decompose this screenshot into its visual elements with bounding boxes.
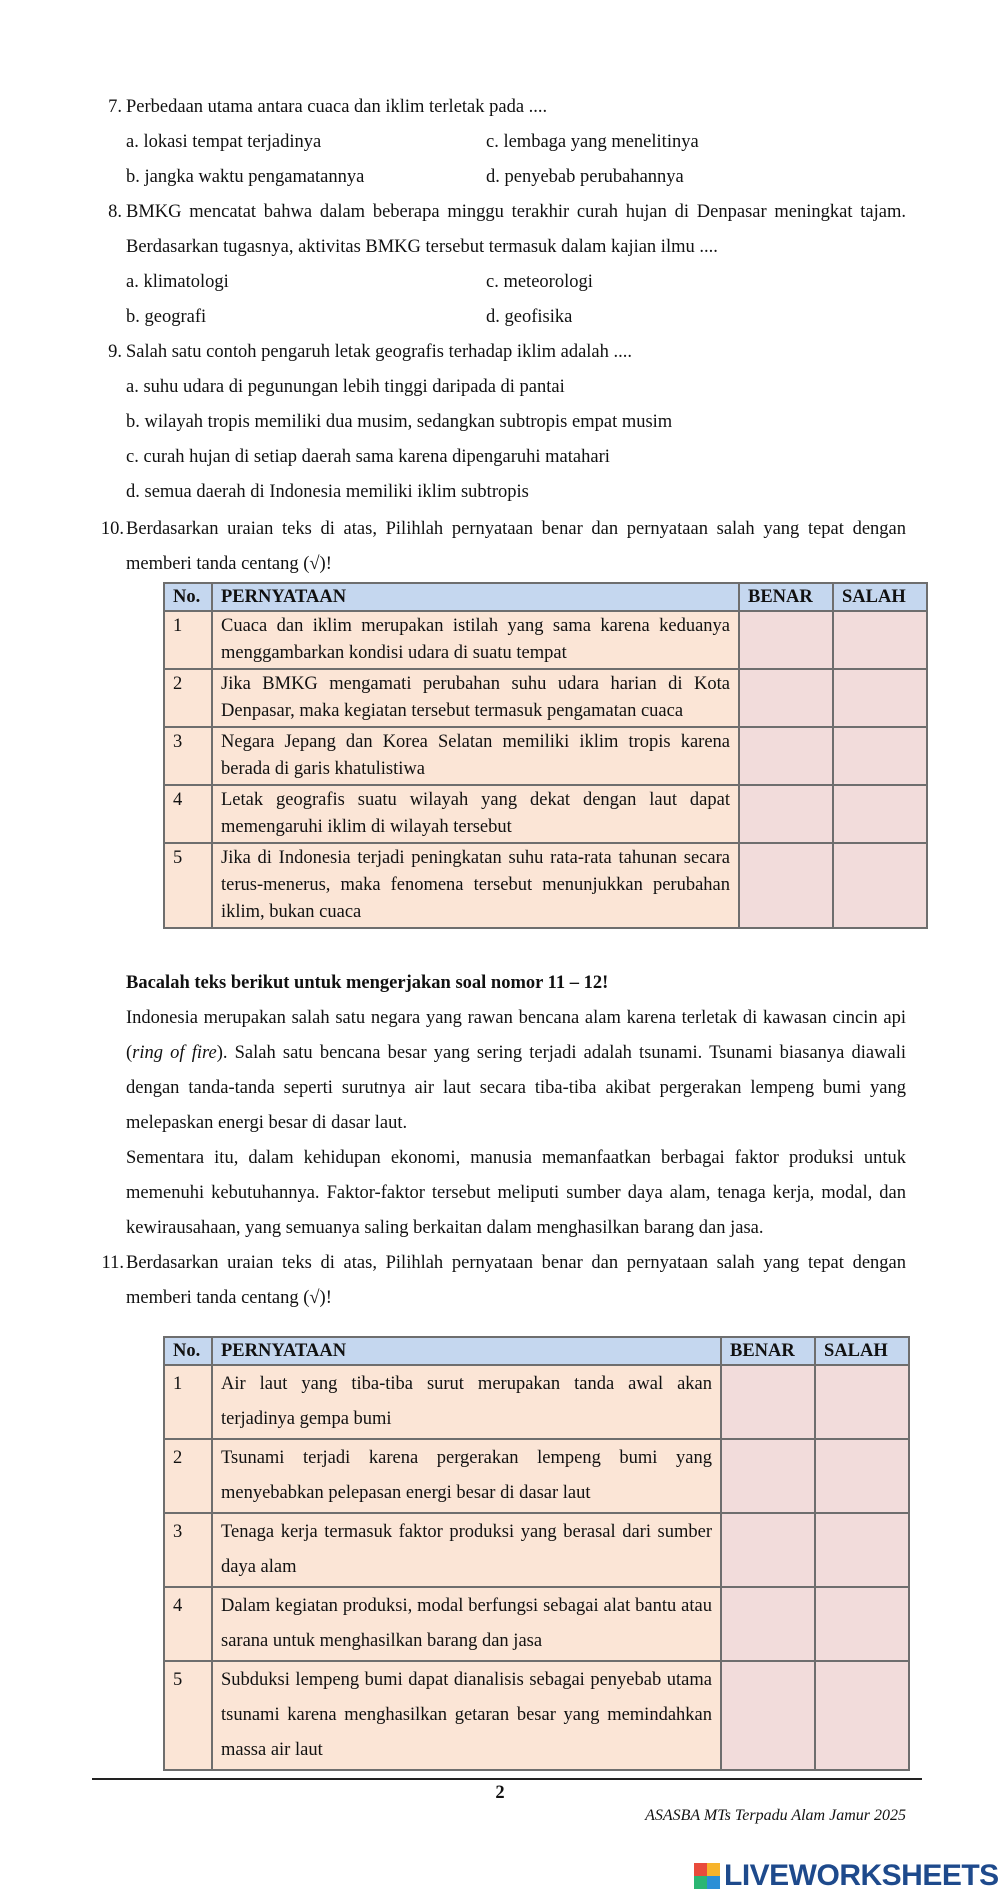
question-number: 8.: [108, 202, 122, 222]
options-list: [126, 370, 906, 510]
question-number: 11.: [101, 1253, 124, 1273]
benar-answer-box[interactable]: [721, 1587, 815, 1661]
row-statement: Subduksi lempeng bumi dapat dianalisis sebagai penyebab utama tsunami karena menghasilkan getaran besar yang memindahkan massa air laut: [212, 1661, 721, 1770]
header-salah: SALAH: [833, 583, 927, 611]
option-b: b. geografi: [126, 307, 207, 327]
option-b: b. wilayah tropis memiliki dua musim, sedangkan subtropis empat musim: [126, 412, 673, 432]
benar-answer-box[interactable]: [721, 1439, 815, 1513]
italic-term: ring of fire: [132, 1043, 217, 1063]
page-number: 2: [495, 1783, 505, 1803]
option-c: c. curah hujan di setiap daerah sama karena dipengaruhi matahari: [126, 447, 610, 467]
table-row: [164, 1439, 909, 1513]
reading-paragraph-2: Sementara itu, dalam kehidupan ekonomi, manusia memanfaatkan berbagai faktor produksi untuk memenuhi kebutuhannya. Faktor-faktor tersebut meliputi sumber daya alam, tenaga kerja, modal, dan kewirausahaan, yang semuanya saling berkaitan dalam menghasilkan barang dan jasa.: [126, 1148, 906, 1238]
question-9: [108, 335, 906, 510]
paragraph-text: ). Salah satu bencana besar yang sering terjadi adalah tsunami. Tsunami biasanya diawali dengan tanda-tanda seperti surutnya air laut secara tiba-tiba akibat pergerakan lempeng bumi yang melepaskan energi besar di dasar laut.: [126, 1043, 906, 1133]
table-header-row: [164, 583, 927, 611]
school-credit: ASASBA MTs Terpadu Alam Jamur 2025: [645, 1807, 906, 1824]
benar-answer-box[interactable]: [721, 1365, 815, 1439]
header-no: No.: [164, 583, 212, 611]
row-statement: Letak geografis suatu wilayah yang dekat dengan laut dapat memengaruhi iklim di wilayah tersebut: [212, 785, 739, 843]
row-number: 1: [164, 611, 212, 669]
option-a: a. lokasi tempat terjadinya: [126, 132, 322, 152]
question-10: [100, 512, 906, 582]
benar-answer-box[interactable]: [721, 1513, 815, 1587]
table-row: [164, 1513, 909, 1587]
question-text: Berdasarkan uraian teks di atas, Pilihlah pernyataan benar dan pernyataan salah yang tepat dengan memberi tanda centang (√)!: [126, 1253, 906, 1308]
question-text: Perbedaan utama antara cuaca dan iklim terletak pada ....: [126, 97, 548, 117]
question-number: 7.: [108, 97, 122, 117]
question-11: [101, 1246, 906, 1316]
reading-heading: Bacalah teks berikut untuk mengerjakan soal nomor 11 – 12!: [126, 973, 609, 993]
salah-answer-box[interactable]: [833, 611, 927, 669]
liveworksheets-icon: [694, 1863, 720, 1889]
option-c: c. meteorologi: [486, 272, 593, 292]
row-statement: Jika BMKG mengamati perubahan suhu udara harian di Kota Denpasar, maka kegiatan tersebut termasuk pengamatan cuaca: [212, 669, 739, 727]
row-statement: Tenaga kerja termasuk faktor produksi yang berasal dari sumber daya alam: [212, 1513, 721, 1587]
table-row: [164, 611, 927, 669]
footer-divider: [92, 1778, 922, 1780]
question-text: BMKG mencatat bahwa dalam beberapa minggu terakhir curah hujan di Denpasar meningkat tajam. Berdasarkan tugasnya, aktivitas BMKG tersebut termasuk dalam kajian ilmu ....: [126, 202, 906, 257]
options-grid: [126, 265, 906, 335]
table-header-row: [164, 1337, 909, 1365]
question-8: [108, 195, 906, 335]
table-row: [164, 1587, 909, 1661]
liveworksheets-logo[interactable]: [694, 1856, 999, 1896]
row-statement: Tsunami terjadi karena pergerakan lempeng bumi yang menyebabkan pelepasan energi besar di dasar laut: [212, 1439, 721, 1513]
row-statement: Dalam kegiatan produksi, modal berfungsi sebagai alat bantu atau sarana untuk menghasilkan barang dan jasa: [212, 1587, 721, 1661]
options-grid: [126, 125, 906, 195]
option-d: d. penyebab perubahannya: [486, 167, 684, 187]
table-row: [164, 727, 927, 785]
row-number: 5: [164, 843, 212, 928]
salah-answer-box[interactable]: [815, 1439, 909, 1513]
salah-answer-box[interactable]: [815, 1365, 909, 1439]
row-statement: Negara Jepang dan Korea Selatan memiliki iklim tropis karena berada di garis khatulistiwa: [212, 727, 739, 785]
table-row: [164, 785, 927, 843]
row-number: 4: [164, 1587, 212, 1661]
option-a: a. suhu udara di pegunungan lebih tinggi daripada di pantai: [126, 377, 565, 397]
salah-answer-box[interactable]: [833, 785, 927, 843]
benar-answer-box[interactable]: [721, 1661, 815, 1770]
benar-answer-box[interactable]: [739, 611, 833, 669]
row-number: 1: [164, 1365, 212, 1439]
paragraph-text: Indonesia merupakan salah satu negara yang rawan bencana alam karena terletak di kawasan cincin api (: [126, 1008, 906, 1063]
true-false-table-q11: [163, 1336, 910, 1771]
question-number: 9.: [108, 342, 122, 362]
row-statement: Jika di Indonesia terjadi peningkatan suhu rata-rata tahunan secara terus-menerus, maka fenomena tersebut menunjukkan perubahan iklim, bukan cuaca: [212, 843, 739, 928]
option-b: b. jangka waktu pengamatannya: [126, 167, 365, 187]
benar-answer-box[interactable]: [739, 843, 833, 928]
liveworksheets-brand: LIVEWORKSHEETS: [724, 1859, 999, 1892]
header-no: No.: [164, 1337, 212, 1365]
option-d: d. semua daerah di Indonesia memiliki iklim subtropis: [126, 482, 529, 502]
row-number: 4: [164, 785, 212, 843]
table-row: [164, 1365, 909, 1439]
question-text: Salah satu contoh pengaruh letak geografis terhadap iklim adalah ....: [126, 342, 633, 362]
salah-answer-box[interactable]: [815, 1587, 909, 1661]
header-salah: SALAH: [815, 1337, 909, 1365]
table-row: [164, 1661, 909, 1770]
option-c: c. lembaga yang menelitinya: [486, 132, 699, 152]
table-row: [164, 843, 927, 928]
header-statement: PERNYATAAN: [212, 1337, 721, 1365]
row-number: 5: [164, 1661, 212, 1770]
salah-answer-box[interactable]: [833, 727, 927, 785]
question-7: [108, 90, 906, 195]
salah-answer-box[interactable]: [833, 669, 927, 727]
row-number: 2: [164, 669, 212, 727]
row-statement: Air laut yang tiba-tiba surut merupakan tanda awal akan terjadinya gempa bumi: [212, 1365, 721, 1439]
question-text: Berdasarkan uraian teks di atas, Pilihlah pernyataan benar dan pernyataan salah yang tepat dengan memberi tanda centang (√)!: [126, 519, 906, 574]
benar-answer-box[interactable]: [739, 727, 833, 785]
salah-answer-box[interactable]: [833, 843, 927, 928]
row-number: 2: [164, 1439, 212, 1513]
header-statement: PERNYATAAN: [212, 583, 739, 611]
option-d: d. geofisika: [486, 307, 573, 327]
option-a: a. klimatologi: [126, 272, 229, 292]
header-benar: BENAR: [739, 583, 833, 611]
benar-answer-box[interactable]: [739, 785, 833, 843]
benar-answer-box[interactable]: [739, 669, 833, 727]
true-false-table-q10: [163, 582, 928, 929]
question-number: 10.: [100, 519, 124, 539]
row-statement: Cuaca dan iklim merupakan istilah yang sama karena keduanya menggambarkan kondisi udara di suatu tempat: [212, 611, 739, 669]
header-benar: BENAR: [721, 1337, 815, 1365]
salah-answer-box[interactable]: [815, 1513, 909, 1587]
row-number: 3: [164, 1513, 212, 1587]
salah-answer-box[interactable]: [815, 1661, 909, 1770]
reading-paragraph-1: [126, 1001, 906, 1141]
table-row: [164, 669, 927, 727]
row-number: 3: [164, 727, 212, 785]
